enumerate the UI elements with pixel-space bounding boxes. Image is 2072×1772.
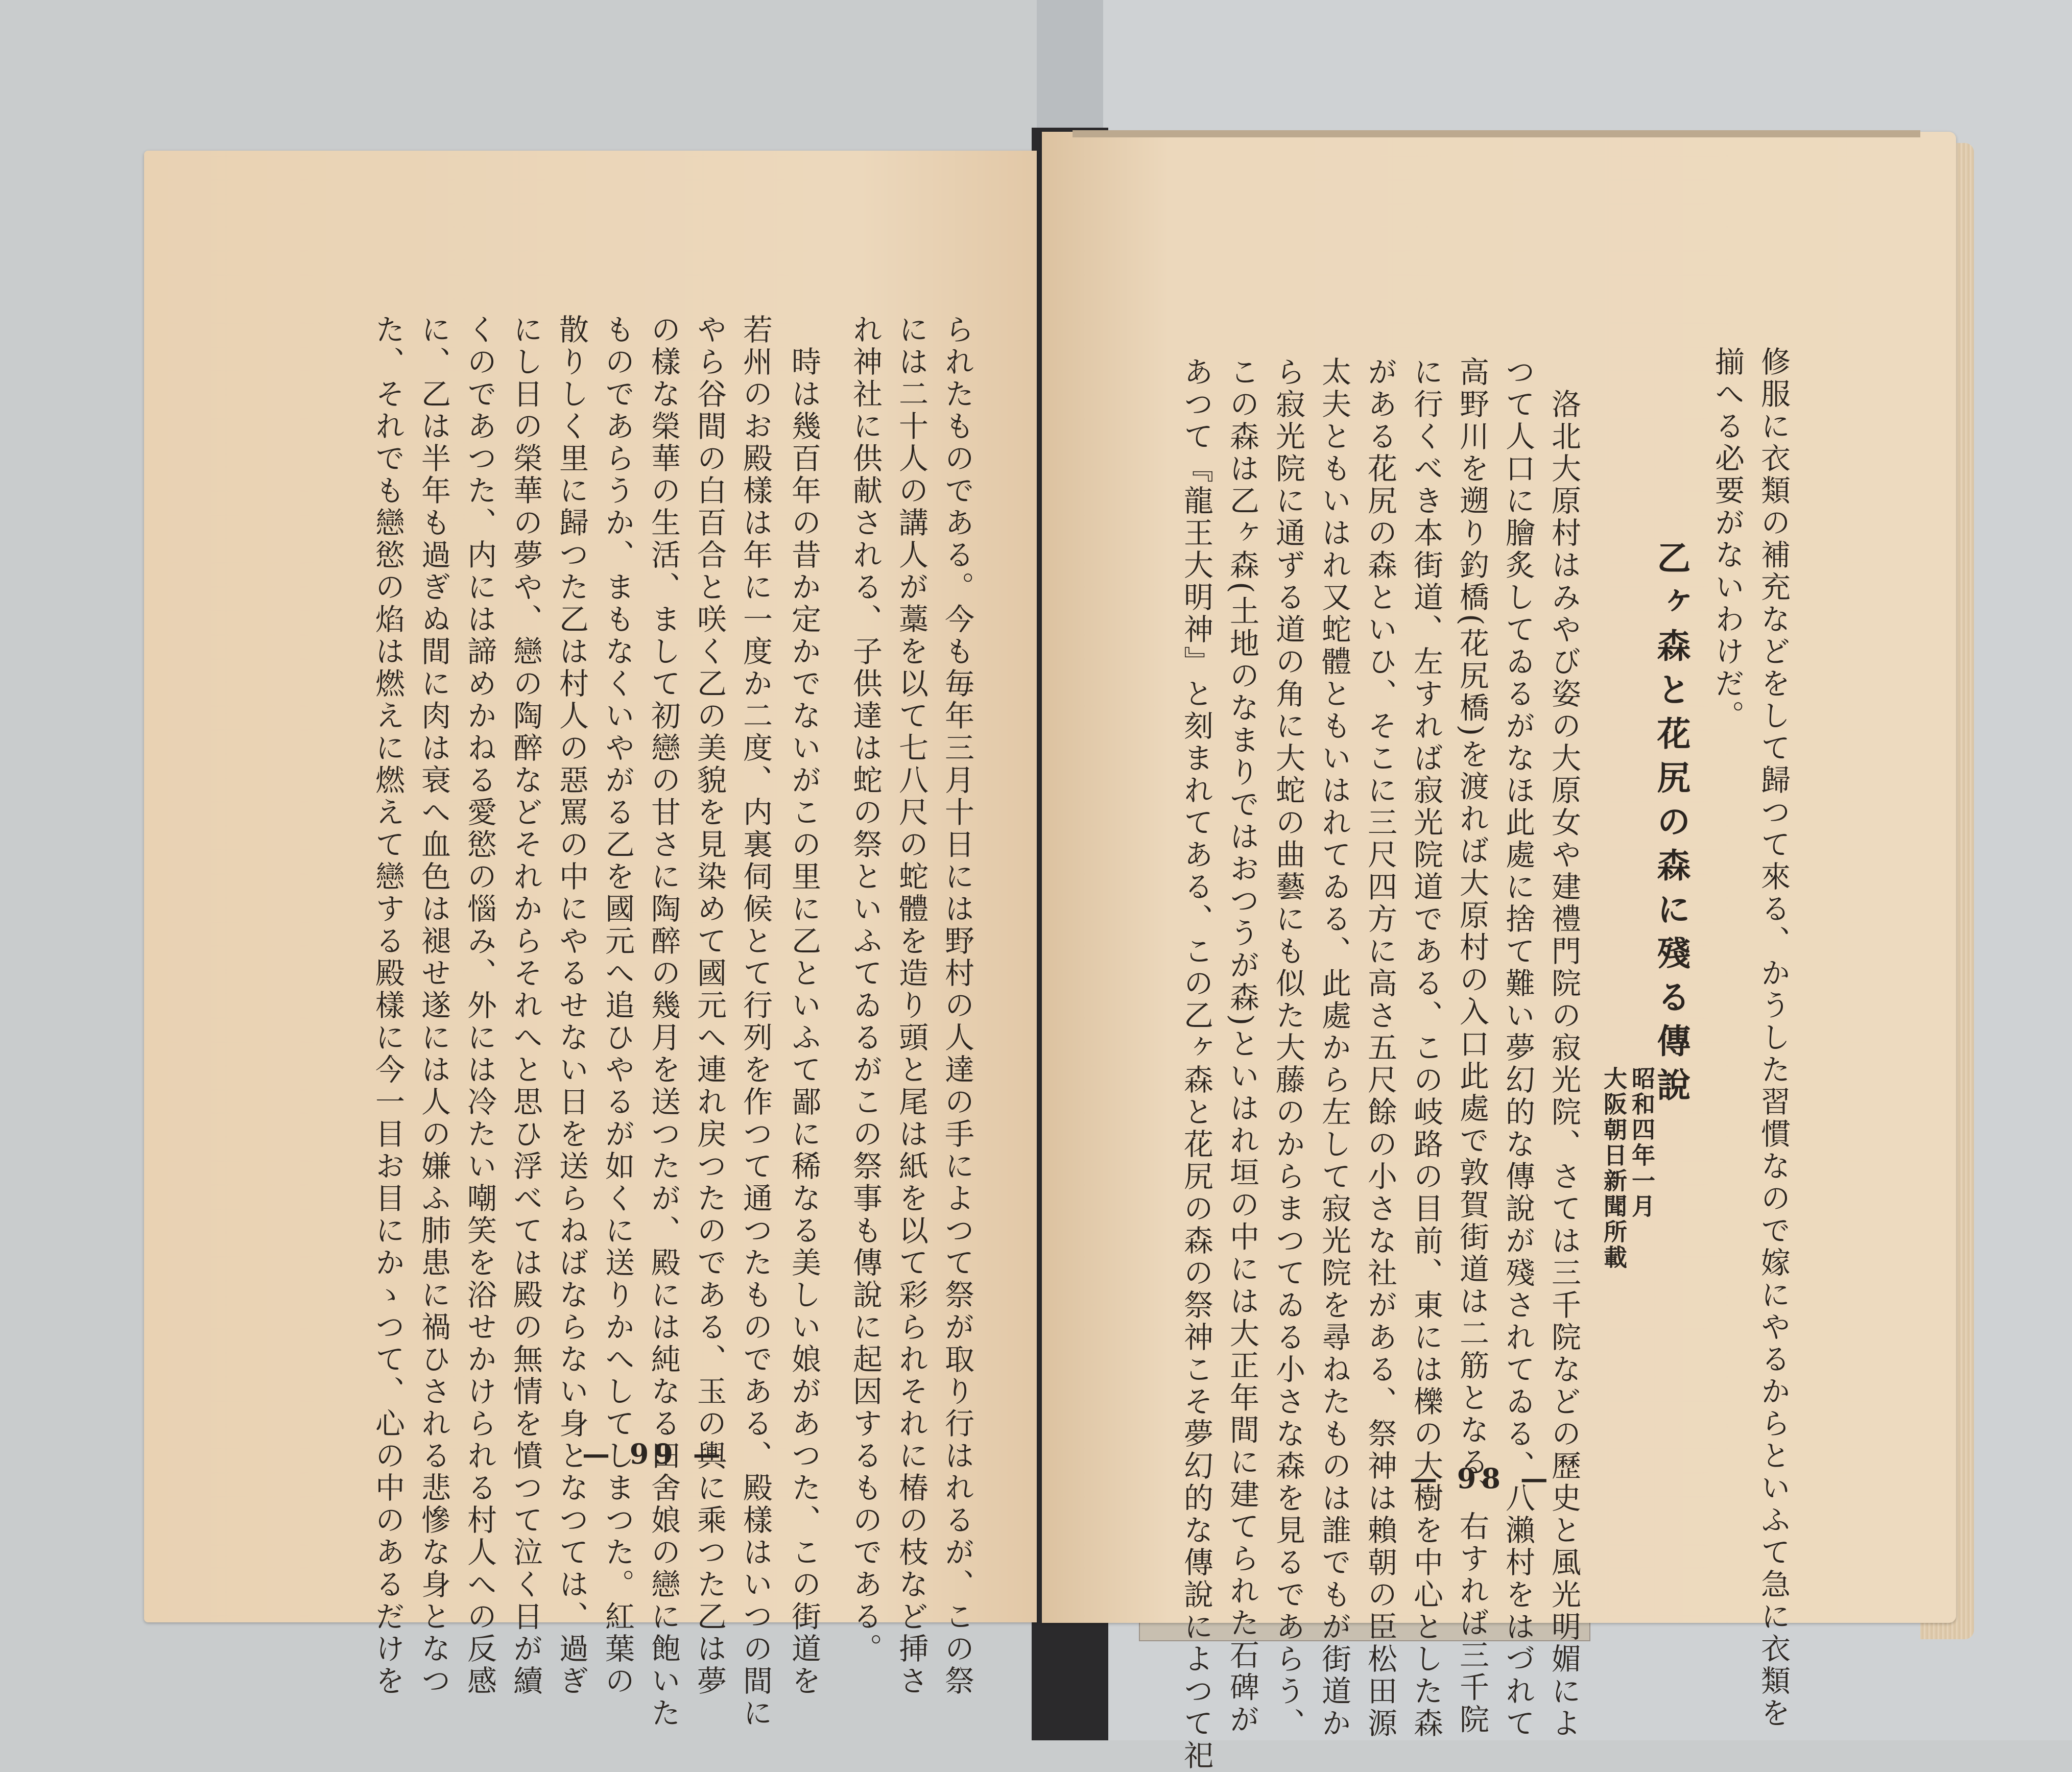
source-note: 大阪朝日新聞所載 [1600, 1066, 1628, 1271]
text-column: れ神社に供献される、子供達は蛇の祭といふてゐるがこの祭事も傳說に起因するものである。 [848, 314, 883, 1665]
text-column: 洛北大原村はみやび姿の大原女や建禮門院の寂光院、さては三千院などの歷史と風光明媚によ [1546, 356, 1581, 1740]
text-column: 揃へる必要がないわけだ。 [1710, 346, 1745, 732]
text-column: ものであらうか、まもなくいやがる乙を國元へ追ひやるが如くに送りかへしてしまつた。紅葉の [600, 314, 635, 1697]
text-column: 散りしく里に歸つた乙は村人の惡罵の中にやるせない日を送らねばならない身となつては、過ぎ [554, 314, 589, 1697]
text-column: 修服に衣類の補充などをして歸つて來る、かうした習慣なので嫁にやるからといふて急に衣類を [1756, 346, 1791, 1730]
text-column: やら谷間の白百合と咲く乙の美貌を見染めて國元へ連れ戻つたのである、玉の輿に乘つた乙は夢 [692, 314, 727, 1697]
text-column: の樣な榮華の生活、まして初戀の甘さに陶醉の幾月を送つたが、殿には純なる田舍娘の戀に飽いた [646, 314, 681, 1730]
text-column: ら寂光院に通ずる道の角に大蛇の曲藝にも似た大藤のからまつてゐる小さな森を見るであらう、 [1271, 356, 1305, 1740]
text-column: くのであつた、内には諦めかねる愛慾の惱み、外には冷たい嘲笑を浴せかけられる村人への反感 [462, 314, 497, 1697]
article-title: 乙ヶ森と花尻の森に殘る傳說 [1651, 540, 1691, 1111]
text-column: に、乙は半年も過ぎぬ間に肉は衰へ血色は褪せ遂には人の嫌ふ肺患に禍ひされる悲慘な身となつ [416, 314, 451, 1697]
text-column: がある花尻の森といひ、そこに三尺四方に高さ五尺餘の小さな社がある、祭神は賴朝の臣松田源 [1363, 356, 1397, 1740]
text-column: には二十人の講人が藁を以て七八尺の蛇體を造り頭と尾は紙を以て彩られそれに椿の枝など挿さ [894, 314, 928, 1697]
page-number: — 99 — [582, 1438, 726, 1470]
text-column: つて人口に膾炙してゐるがなほ此處に捨て難い夢幻的な傳說が殘されてゐる、八瀨村をはづれて [1501, 356, 1535, 1740]
text-column: た、それでも戀慾の焰は燃えに燃えて戀する殿樣に今一目お目にかゝつて、心の中のあるだけを [370, 314, 405, 1697]
text-column: 太夫ともいはれ又蛇體ともいはれてゐる、此處から左して寂光院を尋ねたものは誰でもが街道か [1317, 356, 1351, 1740]
source-note: 昭和四年一月 [1628, 1066, 1656, 1219]
text-column: に行くべき本街道、左すれば寂光院道である、この岐路の目前、東には櫟の大樹を中心とした森 [1409, 356, 1443, 1740]
page-number: — 98 — [1410, 1462, 1553, 1495]
left-page [144, 151, 1037, 1730]
text-column: あつて『龍王大明神』と刻まれてある、この乙ヶ森と花尻の森の祭神こそ夢幻的な傳說によつて祀 [1179, 356, 1213, 1772]
text-column: られたものである。今も毎年三月十日には野村の人達の手によつて祭が取り行はれるが、この祭 [940, 314, 974, 1697]
text-column: 若州のお殿樣は年に一度か二度、内裏伺候とて行列を作つて通つたものである、殿樣はいつの間に [738, 314, 773, 1730]
right-page [1042, 132, 1956, 1772]
text-column: にし日の榮華の夢や、戀の陶醉などそれからそれへと思ひ浮べては殿の無情を憤つて泣く日が續 [508, 314, 543, 1697]
text-column: 時は幾百年の昔か定かでないがこの里に乙といふて鄙に稀なる美しい娘があつた、この街道を [787, 314, 821, 1697]
text-column: 高野川を遡り釣橋(花尻橋)を渡れば大原村の入口此處で敦賀街道は二筋となる、右すれば三千院 [1455, 356, 1489, 1736]
page-top-edge [1073, 130, 1920, 137]
text-column: この森は乙ヶ森(土地のなまりではおつうが森)といはれ垣の中には大正年間に建てられた石碑が [1225, 356, 1259, 1736]
